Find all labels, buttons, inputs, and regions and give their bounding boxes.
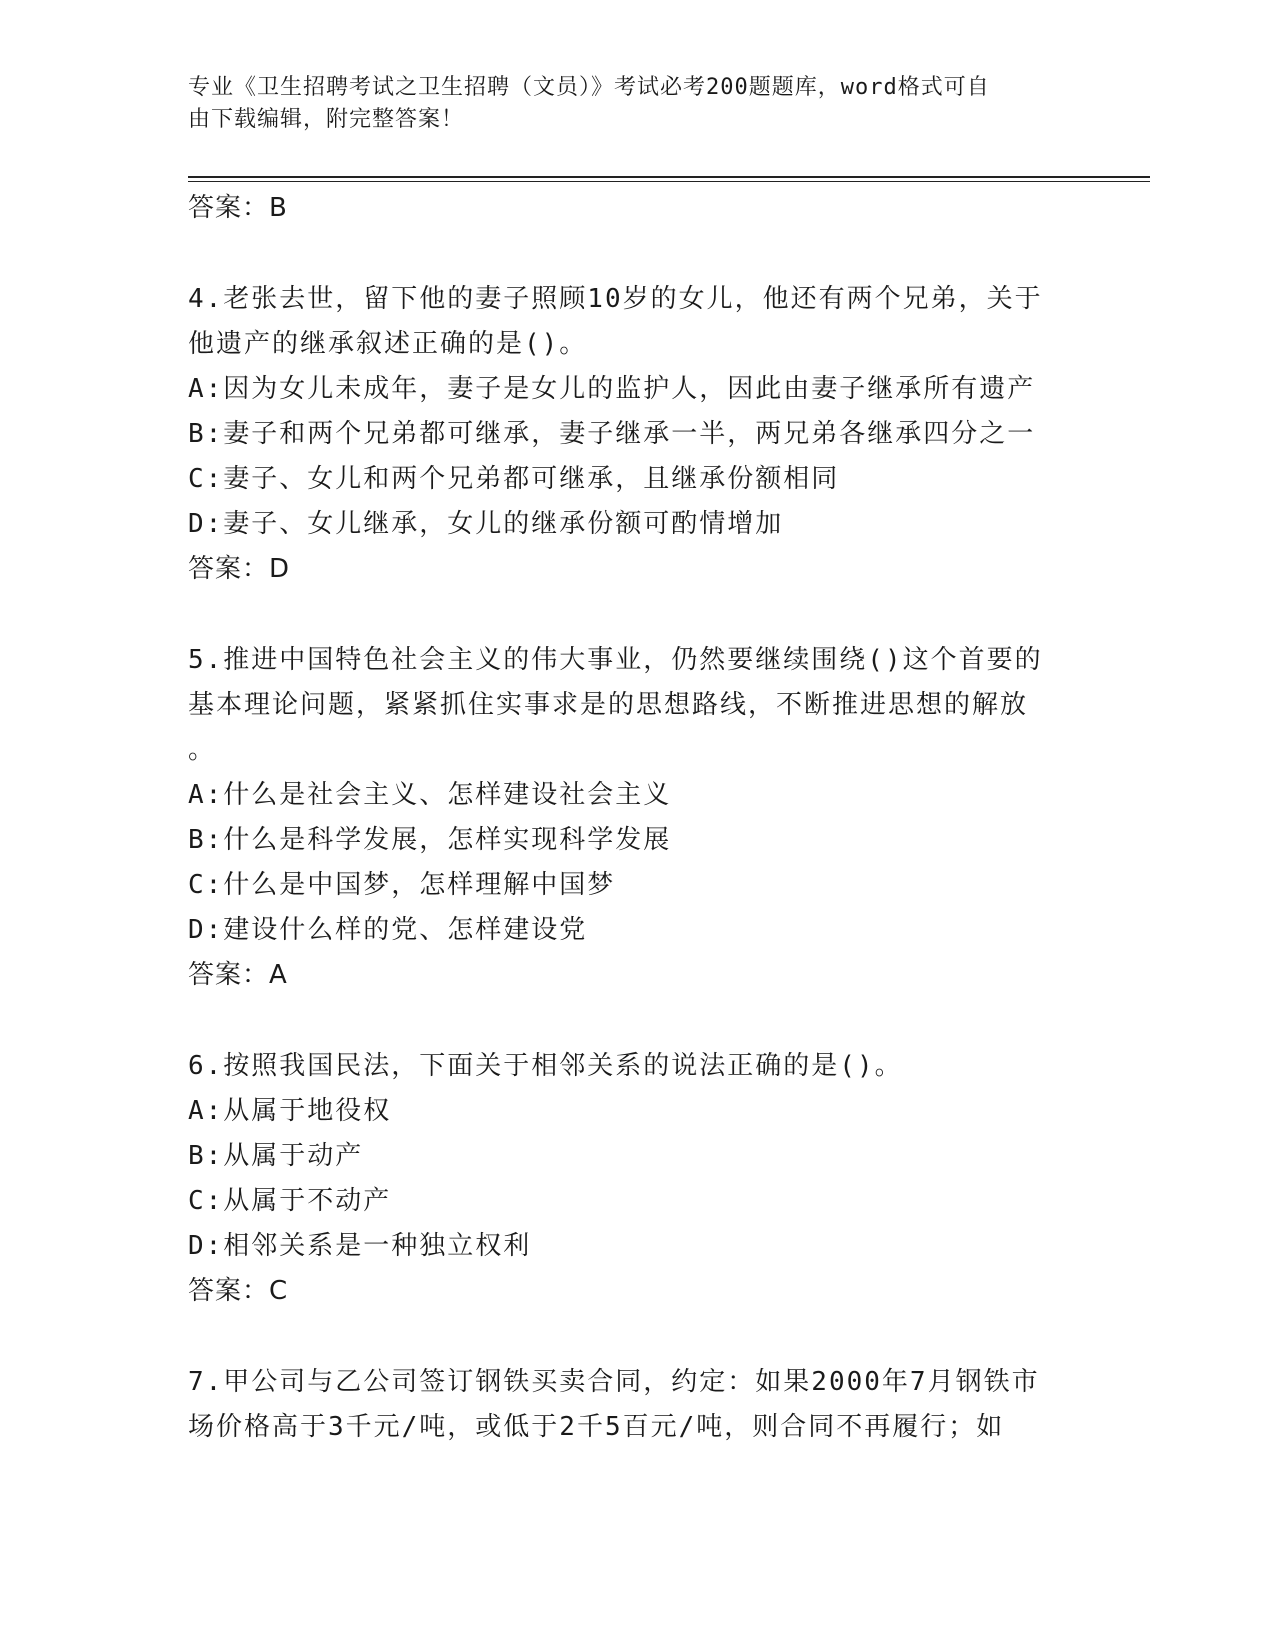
question-stem: 基本理论问题，紧紧抓住实事求是的思想路线，不断推进思想的解放 [188, 690, 1029, 720]
option-d: D:建设什么样的党、怎样建设党 [188, 915, 588, 945]
option-b: B:从属于动产 [188, 1141, 364, 1171]
option-a: A:因为女儿未成年，妻子是女儿的监护人，因此由妻子继承所有遗产 [188, 374, 1036, 404]
question-7 [188, 1360, 1088, 1450]
option-d: D:相邻关系是一种独立权利 [188, 1231, 532, 1261]
question-stem: 7.甲公司与乙公司签订钢铁买卖合同，约定：如果2000年7月钢铁市 [188, 1367, 1040, 1397]
spacer [188, 998, 1088, 1044]
question-stem: 6.按照我国民法，下面关于相邻关系的说法正确的是()。 [188, 1051, 903, 1081]
header-line-2: 由下载编辑，附完整答案！ [188, 107, 465, 132]
question-4 [188, 277, 1088, 592]
option-b: B:妻子和两个兄弟都可继承，妻子继承一半，两兄弟各继承四分之一 [188, 419, 1036, 449]
option-a: A:什么是社会主义、怎样建设社会主义 [188, 780, 672, 810]
question-stem: 。 [188, 735, 217, 765]
question-stem: 5.推进中国特色社会主义的伟大事业，仍然要继续围绕()这个首要的 [188, 645, 1043, 675]
previous-answer: 答案：B [188, 193, 288, 223]
option-c: C:从属于不动产 [188, 1186, 392, 1216]
question-stem: 他遗产的继承叙述正确的是()。 [188, 329, 588, 359]
option-d: D:妻子、女儿继承，女儿的继承份额可酌情增加 [188, 509, 784, 539]
answer: 答案：A [188, 960, 288, 990]
header-line-1: 专业《卫生招聘考试之卫生招聘（文员）》考试必考200题题库，word格式可自 [188, 75, 990, 100]
answer: 答案：D [188, 554, 291, 584]
question-content [188, 186, 1088, 1450]
question-5 [188, 638, 1088, 998]
header-divider-thick [188, 176, 1150, 178]
question-stem: 4.老张去世，留下他的妻子照顾10岁的女儿，他还有两个兄弟，关于 [188, 284, 1043, 314]
spacer [188, 231, 1088, 277]
spacer [188, 1314, 1088, 1360]
header-divider-thin [188, 181, 1150, 182]
question-6 [188, 1044, 1088, 1314]
answer: 答案：C [188, 1276, 289, 1306]
spacer [188, 592, 1088, 638]
question-stem: 场价格高于3千元/吨，或低于2千5百元/吨，则合同不再履行；如 [188, 1412, 1005, 1442]
option-a: A:从属于地役权 [188, 1096, 392, 1126]
option-c: C:妻子、女儿和两个兄弟都可继承，且继承份额相同 [188, 464, 840, 494]
page-header [188, 72, 1068, 136]
option-b: B:什么是科学发展，怎样实现科学发展 [188, 825, 672, 855]
option-c: C:什么是中国梦，怎样理解中国梦 [188, 870, 616, 900]
